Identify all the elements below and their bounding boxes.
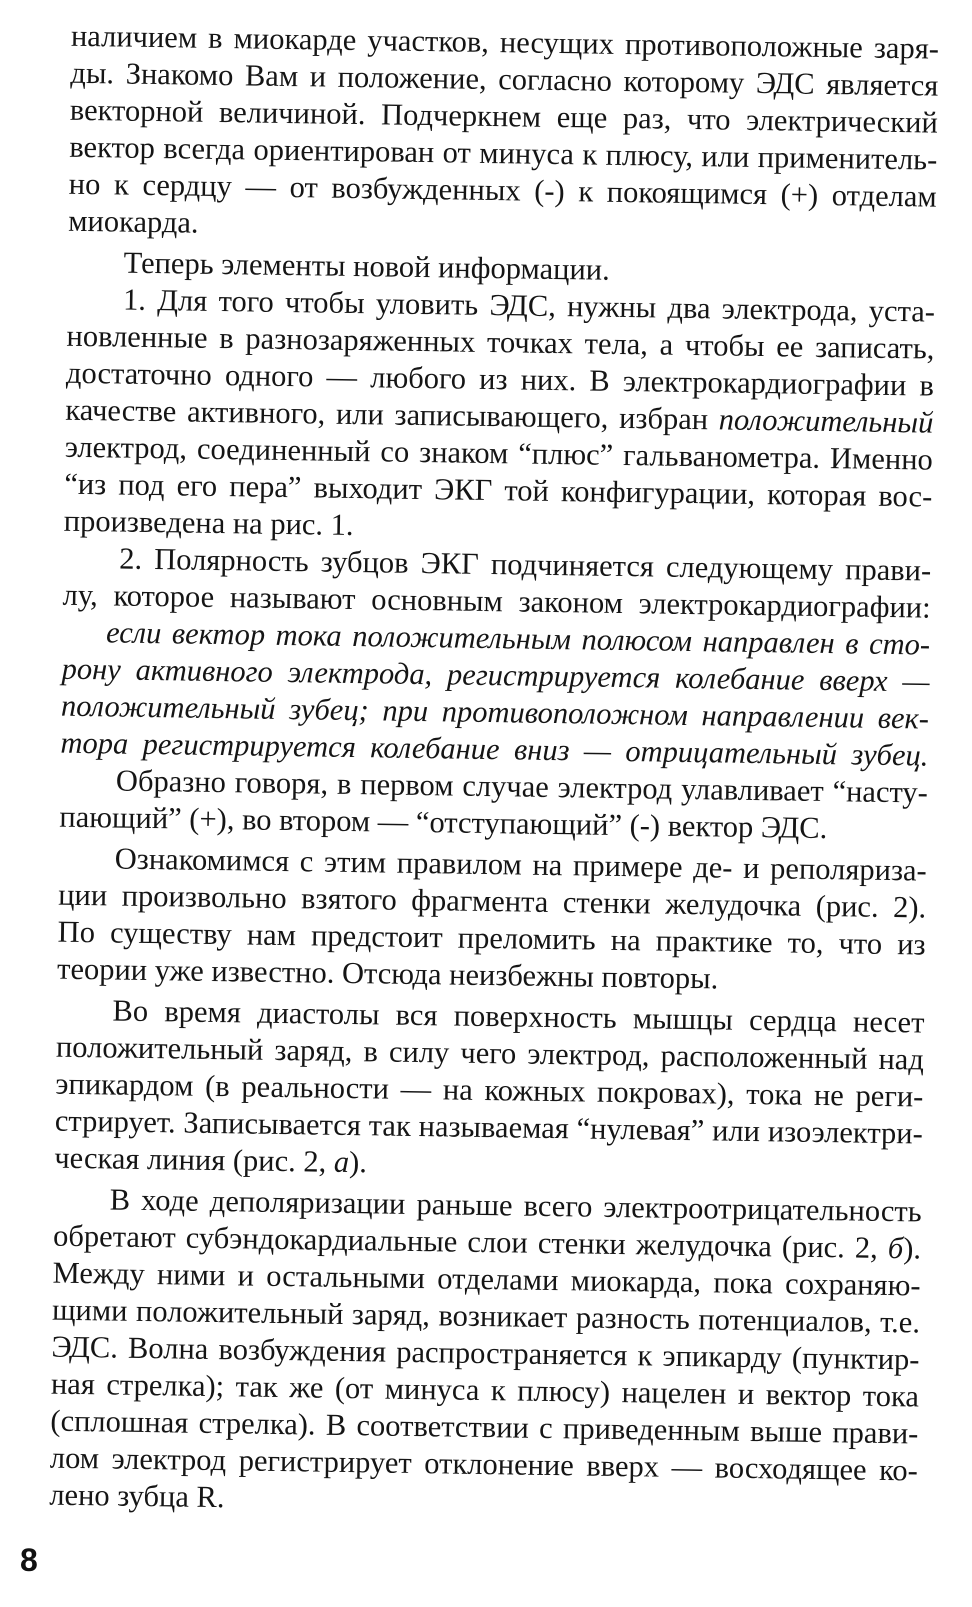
text-line: ная стрелка); так же (от минуса к плюсу) нацелен и вектор тока: [50, 1366, 920, 1414]
text-line: ды. Знакомо Вам и положение, согласно которому ЭДС является: [70, 55, 939, 103]
text-line: но к сердцу — от возбужденных (-) к покоящимся (+) отделам: [68, 166, 937, 214]
text-line: новленные в разнозаряженных точках тела, а чтобы ее записать,: [66, 318, 935, 366]
text-line: пающий” (+), во втором — “отступающий” (-) вектор ЭДС.: [59, 799, 828, 846]
text-line: электрод, соединенный со знаком “плюс” гальванометра. Именно: [64, 429, 934, 477]
text-line: лом электрод регистрирует отклонение вверх — восходящее ко-: [49, 1440, 919, 1488]
text-line: По существу нам предстоит преломить на практике то, что из: [57, 914, 926, 962]
text-line: произведена на рис. 1.: [63, 503, 354, 543]
figure-label-a: а: [333, 1144, 350, 1180]
text-line: Ознакомимся с этим правилом на примере де- и реполяриза-: [114, 841, 927, 888]
text-line: ции произвольно взятого фрагмента стенки желудочка (рис. 2).: [57, 877, 927, 925]
text-line: наличием в миокарде участков, несущих противоположные заря-: [70, 18, 940, 66]
page-number: 8: [20, 1542, 38, 1578]
text-line: 2. Полярность зубцов ЭКГ подчиняется следующему прави-: [118, 541, 932, 588]
text-line: лу, которое называют основным законом электрокардиографии:: [62, 577, 931, 625]
text-line: Теперь элементы новой информации.: [123, 245, 611, 287]
text-line: вектор всегда ориентирован от минуса к плюсу, или применитель-: [69, 129, 938, 177]
text-line: векторной величиной. Подчеркнем еще раз, что электрический: [69, 92, 939, 140]
text-line: щими положительный заряд, возникает разность потенциалов, т.е.: [51, 1292, 921, 1340]
text-span: качестве активного, или записывающего, избран: [65, 392, 709, 437]
text-line: стрирует. Записывается так называемая “нулевая” или изоэлектри-: [54, 1103, 924, 1151]
text-line: В ходе деполяризации раньше всего электроотрицательность: [109, 1182, 922, 1229]
text-line: эпикардом (в реальности — на кожных покровах), тока не реги-: [55, 1066, 924, 1114]
rule-text-line: рону активного электрода, регистрируется колебание вверх —: [61, 651, 930, 699]
text-line: Образно говоря, в первом случае электрод улавливает “насту-: [115, 763, 929, 810]
rule-text-line: положительный зубец; при противоположном направлении век-: [60, 688, 930, 736]
text-line: достаточно одного — любого из них. В электрокардиографии в: [65, 355, 935, 403]
text-line: “из под его пера” выходит ЭКГ той конфигурации, которая вос-: [64, 466, 933, 514]
text-line: 1. Для того чтобы уловить ЭДС, нужны два электрода, уста-: [122, 282, 936, 329]
text-line: лено зубца R.: [49, 1477, 225, 1515]
emphasis-text: положительный: [718, 402, 934, 440]
text-line: ЭДС. Волна возбуждения распространяется к эпикарду (пунктир-: [51, 1329, 920, 1377]
rule-text-line: если вектор тока положительным полюсом направлен в сто-: [105, 615, 931, 662]
text-span: ).: [903, 1231, 922, 1266]
rule-text-line: тора регистрируется колебание вниз — отрицательный зубец.: [60, 725, 929, 773]
text-line: (сплошная стрелка). В соответствии с приведенным выше прави-: [50, 1403, 919, 1451]
text-span: обретают субэндокардиальные слои стенки желудочка (рис. 2,: [52, 1218, 879, 1265]
text-span: ).: [348, 1145, 368, 1180]
text-line: теории уже известно. Отсюда неизбежны повторы.: [56, 951, 719, 996]
figure-label-b: б: [887, 1231, 904, 1266]
text-line: Во время диастолы вся поверхность мышцы сердца несет: [112, 993, 925, 1040]
text-line: Между ними и остальными отделами миокарда, пока сохраняю-: [52, 1255, 921, 1303]
text-line: положительный заряд, в силу чего электрод, расположенный над: [55, 1029, 925, 1077]
text-line: миокарда.: [67, 203, 199, 240]
text-span: ческая линия (рис. 2,: [54, 1140, 327, 1179]
